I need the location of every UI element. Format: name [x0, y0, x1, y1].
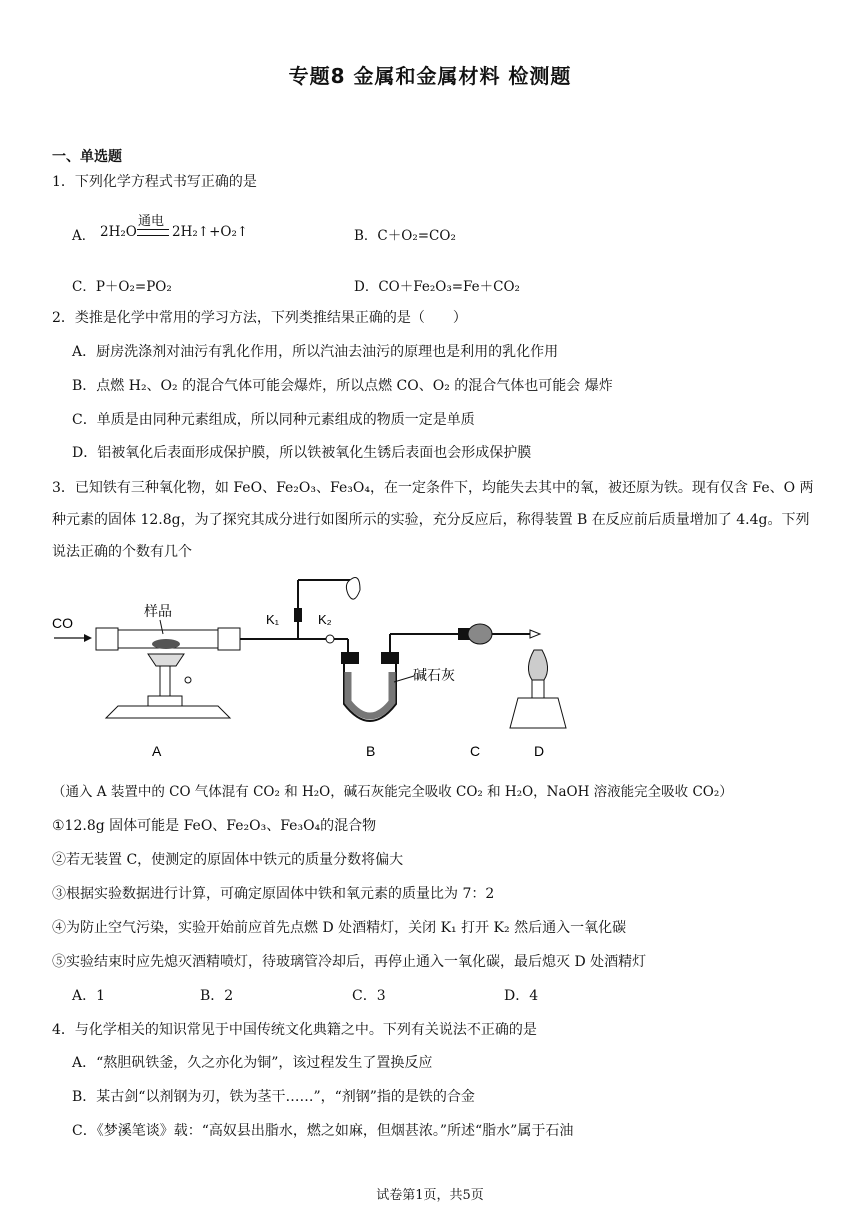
co-label: CO [52, 615, 73, 631]
q1-option-b: B．C＋O₂=CO₂ [354, 228, 456, 244]
q1-option-c: C．P＋O₂=PO₂ [72, 279, 172, 295]
q1-option-a-condition: 通电 [138, 214, 165, 229]
c-drying-tube [468, 624, 492, 644]
co-arrow-head [84, 634, 92, 642]
q3-statement-3: ③根据实验数据进行计算，可确定原固体中铁和氧元素的质量比为 7：2 [52, 886, 495, 902]
burner-a-base [106, 706, 230, 718]
section-heading: 一、单选题 [52, 149, 122, 165]
burner-d-body [510, 698, 566, 728]
q4-option-a: A．“熬胆矾铁釜，久之亦化为铜”，该过程发生了置换反应 [72, 1055, 433, 1071]
q1-stem: 1．下列化学方程式书写正确的是 [52, 174, 257, 190]
label-a: A [152, 743, 162, 759]
soda-lime-label: 碱石灰 [413, 667, 455, 683]
q3-note: （通入 A 装置中的 CO 气体混有 CO₂ 和 H₂O，碱石灰能完全吸收 CO₂ 和 H₂O，NaOH 溶液能完全吸收 CO₂） [52, 784, 733, 800]
burner-a-flame [148, 654, 184, 666]
q3-statement-2: ②若无装置 C，使测定的原固体中铁元的质量分数将偏大 [52, 852, 404, 868]
k1-valve [294, 608, 302, 622]
page-title: 专题8 金属和金属材料 检测题 [288, 64, 572, 88]
sample-material [152, 639, 180, 649]
label-c: C [470, 743, 481, 759]
q3-statement-1: ①12.8g 固体可能是 FeO、Fe₂O₃、Fe₃O₄的混合物 [52, 818, 377, 834]
q2-stem: 2．类推是化学中常用的学习方法，下列类推结果正确的是（ ） [52, 310, 467, 326]
q4-option-b: B．某古剑“以剂钢为刃，铁为茎干……”，“剂钢”指的是铁的合金 [72, 1089, 475, 1105]
q3-stem: 3．已知铁有三种氧化物，如 FeO、Fe₂O₃、Fe₃O₄，在一定条件下，均能失去其中的氧，被还原为铁。现有仅含 Fe、O 两种元素的固体 12.8g，为了探究其成分进行如图所示的实验，充分反应后，称得装置 B 在反应前后质量增加了 4.4g。下列说法正确的个数有几个 [52, 480, 814, 560]
q4-option-c: C．《梦溪笔谈》载：“高奴县出脂水，燃之如麻，但烟甚浓。”所述“脂水”属于石油 [72, 1123, 574, 1139]
q2-option-d: D．铝被氧化后表面形成保护膜，所以铁被氧化生锈后表面也会形成保护膜 [72, 445, 532, 461]
u-tube-b [344, 664, 396, 721]
q2-option-a: A．厨房洗涤剂对油污有乳化作用，所以汽油去油污的原理也是利用的乳化作用 [72, 344, 559, 360]
k2-label: K₂ [318, 612, 332, 627]
tube-a-left-stopper [96, 628, 118, 650]
q3-statement-5: ⑤实验结束时应先熄灭酒精喷灯，待玻璃管冷却后，再停止通入一氧化碳，最后熄灭 D 处酒精灯 [52, 954, 647, 970]
q1-option-a-right: 2H₂↑+O₂↑ [172, 224, 249, 240]
sample-label: 样品 [144, 603, 172, 619]
soda-lime-fill [348, 672, 392, 716]
q1-option-a-label: A． [72, 228, 96, 244]
q1-option-d: D．CO＋Fe₂O₃=Fe＋CO₂ [354, 279, 520, 295]
jet-nozzle [530, 630, 540, 638]
q1-equals-sign [137, 229, 169, 236]
q3-option-b: B．2 [200, 988, 234, 1004]
b-left-stopper [341, 652, 359, 664]
q3-statement-4: ④为防止空气污染，实验开始前应首先点燃 D 处酒精灯，关闭 K₁ 打开 K₂ 然后通入一氧化碳 [52, 920, 627, 936]
page-footer: 试卷第1页，共5页 [376, 1188, 484, 1203]
tube-a-right-stopper [218, 628, 240, 650]
q1-option-a-left: 2H₂O [100, 224, 137, 240]
q4-stem: 4．与化学相关的知识常见于中国传统文化典籍之中。下列有关说法不正确的是 [52, 1022, 537, 1038]
q3-option-c: C．3 [352, 988, 386, 1004]
burner-d-flame [528, 650, 547, 680]
k1-label: K₁ [266, 612, 280, 627]
q3-option-a: A．1 [72, 988, 106, 1004]
label-b: B [366, 743, 376, 759]
burner-a-column [160, 666, 170, 696]
apparatus-diagram [48, 572, 588, 768]
burner-a-knob [185, 677, 191, 683]
gas-bag [346, 578, 360, 600]
q2-option-c: C．单质是由同种元素组成，所以同种元素组成的物质一定是单质 [72, 412, 475, 428]
burner-d-neck [532, 680, 544, 698]
q2-option-b: B．点燃 H₂、O₂ 的混合气体可能会爆炸，所以点燃 CO、O₂ 的混合气体也可能会 爆炸 [72, 378, 613, 394]
label-d: D [534, 743, 545, 759]
q3-option-d: D．4 [504, 988, 539, 1004]
k2-valve [326, 635, 334, 643]
